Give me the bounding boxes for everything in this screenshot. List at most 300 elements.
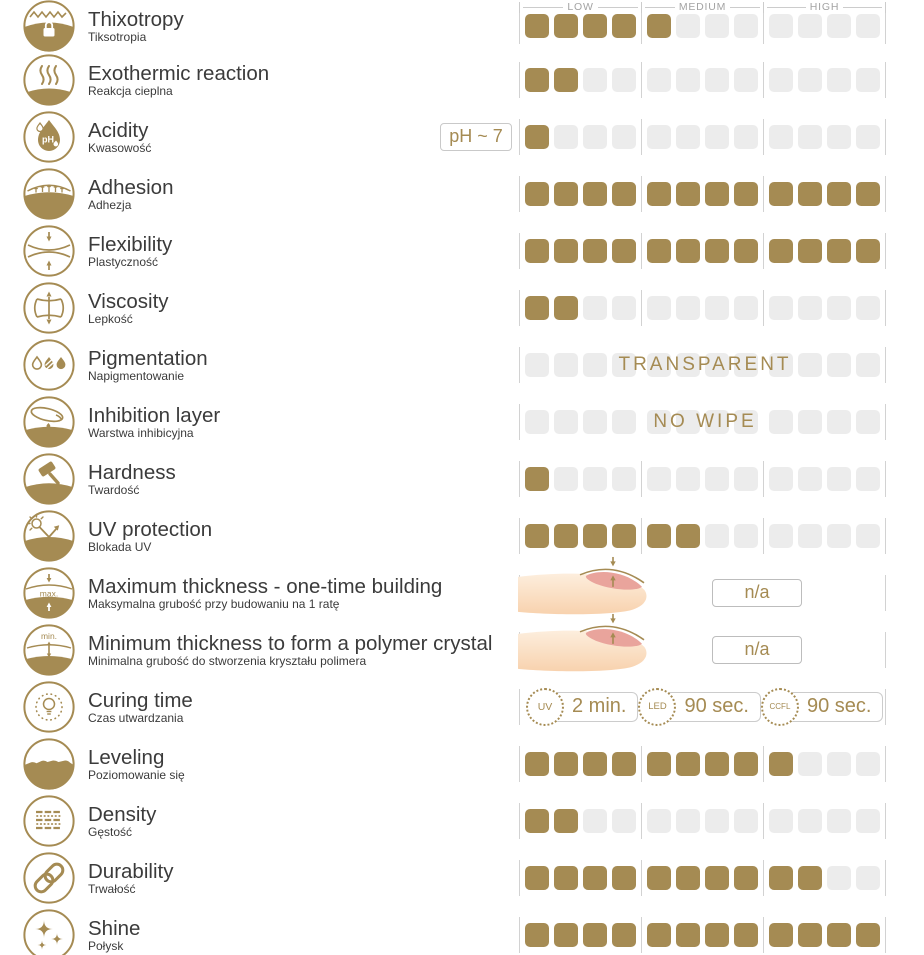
min-thickness-icon	[23, 624, 75, 676]
rating-square	[798, 410, 822, 434]
bar-edge-line	[519, 290, 520, 326]
rating-square	[856, 410, 880, 434]
rating-bar	[519, 518, 886, 554]
rating-square	[583, 14, 607, 38]
property-title: Shine	[88, 916, 141, 940]
rating-group	[525, 467, 636, 491]
scale-tick	[641, 2, 642, 13]
bar-edge-line	[885, 119, 886, 155]
bar-edge-line	[885, 632, 886, 668]
rating-group	[647, 866, 758, 890]
scale-line	[598, 7, 638, 8]
lamp-type-badge: CCFL	[761, 688, 799, 726]
bar-divider-line	[641, 917, 642, 953]
rating-square	[554, 752, 578, 776]
property-subtitle: Twardość	[88, 482, 140, 497]
rating-square	[583, 68, 607, 92]
rating-square	[827, 524, 851, 548]
bar-divider-line	[763, 917, 764, 953]
rating-square	[734, 866, 758, 890]
bar-edge-line	[519, 461, 520, 497]
rating-square	[583, 125, 607, 149]
rating-square	[705, 923, 729, 947]
property-row	[0, 621, 924, 678]
property-row	[0, 222, 924, 279]
rating-group	[769, 752, 880, 776]
rating-square	[769, 524, 793, 548]
scale-label-medium: MEDIUM	[678, 1, 727, 13]
rating-square	[827, 410, 851, 434]
rating-square	[827, 866, 851, 890]
rating-square	[612, 125, 636, 149]
bar-edge-line	[885, 518, 886, 554]
rating-group	[769, 68, 880, 92]
rating-square	[583, 923, 607, 947]
rating-square	[769, 866, 793, 890]
rating-square	[769, 296, 793, 320]
rating-square	[554, 524, 578, 548]
rating-group	[647, 68, 758, 92]
scale-label-high: HIGH	[809, 1, 840, 13]
bar-edge-line	[885, 917, 886, 953]
rating-bar	[519, 860, 886, 896]
rating-square	[647, 182, 671, 206]
property-subtitle: Gęstość	[88, 824, 133, 839]
bar-edge-line	[885, 860, 886, 896]
rating-group	[647, 524, 758, 548]
rating-square	[856, 752, 880, 776]
rating-group	[525, 524, 636, 548]
rating-square	[583, 524, 607, 548]
rating-group	[525, 296, 636, 320]
rating-square	[856, 353, 880, 377]
rating-group	[647, 182, 758, 206]
svg-text:max.: max.	[39, 588, 59, 598]
rating-square	[856, 809, 880, 833]
rating-bar	[519, 176, 886, 212]
bar-edge-line	[885, 347, 886, 383]
uv-protection-icon	[23, 510, 75, 562]
rating-square	[705, 524, 729, 548]
rating-square	[612, 182, 636, 206]
curing-capsule-ccfl	[761, 688, 883, 726]
bar-divider-line	[763, 233, 764, 269]
bar-edge-line	[519, 176, 520, 212]
hardness-icon	[23, 453, 75, 505]
ph-value-badge: pH ~ 7	[440, 123, 512, 151]
bar-edge-line	[519, 689, 520, 725]
inhibition-layer-icon	[23, 396, 75, 448]
bar-edge-line	[519, 347, 520, 383]
bar-divider-line	[641, 176, 642, 212]
rating-bar	[519, 746, 886, 782]
property-value-area	[512, 906, 924, 955]
thixotropy-icon	[23, 0, 75, 52]
bar-edge-line	[885, 803, 886, 839]
rating-square	[734, 923, 758, 947]
rating-group	[769, 296, 880, 320]
property-title: Hardness	[88, 460, 176, 484]
bar-edge-line	[519, 746, 520, 782]
rating-square	[525, 182, 549, 206]
property-row	[0, 792, 924, 849]
rating-square	[554, 296, 578, 320]
rating-square	[798, 752, 822, 776]
property-row	[0, 678, 924, 735]
rating-group	[769, 125, 880, 149]
rating-square	[827, 353, 851, 377]
property-value-area	[449, 108, 924, 165]
bar-edge-line	[519, 917, 520, 953]
rating-square	[525, 752, 549, 776]
property-subtitle: Blokada UV	[88, 539, 152, 554]
rating-square	[769, 467, 793, 491]
scale-line	[843, 7, 882, 8]
rating-square	[647, 809, 671, 833]
property-title: Minimum thickness to form a polymer crystal	[88, 631, 493, 655]
scale-tick	[519, 2, 520, 13]
rating-square	[734, 524, 758, 548]
scale-line	[645, 7, 675, 8]
rating-group	[647, 296, 758, 320]
rating-square	[856, 866, 880, 890]
rating-square	[705, 68, 729, 92]
durability-icon	[23, 852, 75, 904]
bar-edge-line	[885, 461, 886, 497]
property-value-area	[512, 51, 924, 108]
property-title: Viscosity	[88, 289, 169, 313]
property-title: Pigmentation	[88, 346, 208, 370]
rating-square	[676, 182, 700, 206]
property-subtitle: Napigmentowanie	[88, 368, 185, 383]
bar-edge-line	[885, 575, 886, 611]
thickness-value-box: n/a	[712, 636, 802, 664]
bar-edge-line	[519, 119, 520, 155]
scale-line	[523, 7, 563, 8]
rating-square	[525, 524, 549, 548]
bar-divider-line	[763, 176, 764, 212]
property-value-area	[512, 336, 924, 393]
flexibility-icon	[23, 225, 75, 277]
rating-square	[798, 524, 822, 548]
rating-square	[827, 182, 851, 206]
property-value-area	[512, 792, 924, 849]
rating-square	[827, 14, 851, 38]
scale-line	[767, 7, 806, 8]
rating-square	[705, 239, 729, 263]
property-row	[0, 849, 924, 906]
rating-group	[525, 809, 636, 833]
rating-square	[554, 410, 578, 434]
rating-square	[705, 467, 729, 491]
rating-square	[705, 182, 729, 206]
rating-square	[583, 467, 607, 491]
rating-scale-header	[519, 2, 886, 14]
bar-edge-line	[885, 689, 886, 725]
rating-square	[705, 14, 729, 38]
rating-square	[676, 866, 700, 890]
property-subtitle: Połysk	[88, 938, 124, 953]
rating-square	[856, 923, 880, 947]
rating-group	[525, 239, 636, 263]
rating-square	[612, 14, 636, 38]
rating-group	[525, 125, 636, 149]
rating-square	[734, 296, 758, 320]
rating-square	[827, 809, 851, 833]
rating-square	[583, 809, 607, 833]
rating-square	[647, 923, 671, 947]
rating-square	[525, 14, 549, 38]
rating-group	[525, 68, 636, 92]
rating-square	[554, 353, 578, 377]
rating-square	[647, 14, 671, 38]
property-subtitle: Lepkość	[88, 311, 133, 326]
rating-square	[734, 14, 758, 38]
rating-bar	[519, 62, 886, 98]
shine-icon	[23, 909, 75, 955]
rating-group	[769, 239, 880, 263]
rating-bar	[519, 233, 886, 269]
bar-edge-line	[885, 404, 886, 440]
curing-time-icon	[23, 681, 75, 733]
rating-square	[612, 866, 636, 890]
rating-square	[856, 68, 880, 92]
bar-edge-line	[885, 176, 886, 212]
property-subtitle: Reakcja cieplna	[88, 83, 173, 98]
rating-square	[856, 467, 880, 491]
property-subtitle: Czas utwardzania	[88, 710, 184, 725]
rating-square	[676, 296, 700, 320]
rating-square	[769, 182, 793, 206]
rating-group	[647, 752, 758, 776]
bar-divider-line	[763, 860, 764, 896]
rating-group	[769, 467, 880, 491]
property-value-area	[512, 735, 924, 792]
rating-square	[525, 239, 549, 263]
rating-group	[525, 14, 636, 38]
property-row	[0, 165, 924, 222]
rating-square	[827, 296, 851, 320]
property-value-area	[512, 222, 924, 279]
bar-divider-line	[641, 746, 642, 782]
acidity-icon	[23, 111, 75, 163]
density-icon	[23, 795, 75, 847]
rating-bar	[519, 803, 886, 839]
property-row	[0, 51, 924, 108]
rating-square	[525, 866, 549, 890]
rating-group	[647, 14, 758, 38]
rating-group	[525, 752, 636, 776]
scale-segment-medium	[645, 2, 760, 13]
rating-square	[856, 125, 880, 149]
rating-square	[583, 182, 607, 206]
rating-group	[647, 125, 758, 149]
rating-square	[769, 923, 793, 947]
rating-group	[769, 866, 880, 890]
rating-square	[856, 182, 880, 206]
rating-square	[798, 296, 822, 320]
rating-square	[583, 296, 607, 320]
rating-square	[676, 68, 700, 92]
rating-square	[612, 524, 636, 548]
rating-square	[525, 296, 549, 320]
exothermic-reaction-icon	[23, 54, 75, 106]
rating-square	[798, 923, 822, 947]
bar-edge-line	[885, 62, 886, 98]
property-value-area	[512, 450, 924, 507]
rating-square	[554, 239, 578, 263]
rating-square	[827, 68, 851, 92]
rating-square	[612, 410, 636, 434]
bar-divider-line	[641, 290, 642, 326]
curing-time-value: 2 min.	[539, 692, 638, 722]
property-row	[0, 336, 924, 393]
property-row	[0, 450, 924, 507]
rating-square	[612, 809, 636, 833]
rating-square	[525, 923, 549, 947]
rating-square	[798, 14, 822, 38]
rating-square	[676, 125, 700, 149]
adhesion-icon	[23, 168, 75, 220]
rating-square	[769, 68, 793, 92]
property-row	[0, 906, 924, 955]
bar-edge-line	[519, 803, 520, 839]
rating-square	[856, 14, 880, 38]
rating-square	[554, 14, 578, 38]
rating-square	[769, 752, 793, 776]
property-title: Flexibility	[88, 232, 173, 256]
rating-square	[612, 296, 636, 320]
rating-square	[676, 467, 700, 491]
rating-square	[647, 467, 671, 491]
rating-square	[647, 125, 671, 149]
rating-bar	[519, 917, 886, 953]
rating-group	[525, 923, 636, 947]
rating-group	[647, 467, 758, 491]
property-row	[0, 108, 924, 165]
bar-divider-line	[641, 62, 642, 98]
bar-divider-line	[763, 518, 764, 554]
bar-edge-line	[885, 746, 886, 782]
property-subtitle: Trwałość	[88, 881, 136, 896]
property-title: Durability	[88, 859, 174, 883]
svg-text:min.: min.	[40, 630, 58, 641]
bar-edge-line	[885, 233, 886, 269]
bar-overlay-label: TRANSPARENT	[618, 353, 792, 375]
fingertip-illustration	[518, 613, 656, 680]
property-title: Adhesion	[88, 175, 174, 199]
rating-square	[612, 467, 636, 491]
bar-divider-line	[763, 746, 764, 782]
rating-square	[798, 467, 822, 491]
rating-square	[583, 866, 607, 890]
rating-square	[647, 866, 671, 890]
rating-square	[676, 524, 700, 548]
property-title: Exothermic reaction	[88, 61, 270, 85]
property-row	[0, 393, 924, 450]
rating-square	[612, 923, 636, 947]
rating-square	[525, 68, 549, 92]
property-subtitle: Tiksotropia	[88, 29, 147, 44]
property-subtitle: Plastyczność	[88, 254, 159, 269]
rating-square	[798, 182, 822, 206]
rating-square	[705, 809, 729, 833]
rating-bar	[519, 461, 886, 497]
rating-square	[734, 809, 758, 833]
property-subtitle: Maksymalna grubość przy budowaniu na 1 ratę	[88, 596, 340, 611]
rating-square	[676, 14, 700, 38]
scale-segment-low	[523, 2, 638, 13]
viscosity-icon	[23, 282, 75, 334]
property-title: Curing time	[88, 688, 193, 712]
svg-text:pH: pH	[42, 134, 54, 144]
leveling-icon	[23, 738, 75, 790]
rating-square	[676, 809, 700, 833]
rating-square	[705, 752, 729, 776]
rating-square	[798, 68, 822, 92]
property-title: Inhibition layer	[88, 403, 221, 427]
rating-group	[647, 239, 758, 263]
scale-label-low: LOW	[567, 1, 594, 13]
curing-time-values	[526, 688, 880, 726]
rating-square	[525, 125, 549, 149]
rating-square	[525, 467, 549, 491]
bar-divider-line	[641, 233, 642, 269]
rating-square	[734, 125, 758, 149]
bar-divider-line	[763, 62, 764, 98]
max-thickness-icon	[23, 567, 75, 619]
curing-time-value: 90 sec.	[651, 692, 760, 722]
bar-divider-line	[641, 461, 642, 497]
scale-line	[730, 7, 760, 8]
bar-divider-line	[641, 860, 642, 896]
rating-group	[769, 182, 880, 206]
bar-divider-line	[641, 119, 642, 155]
rating-square	[676, 923, 700, 947]
rating-square	[554, 467, 578, 491]
property-value-area	[512, 678, 924, 735]
rating-square	[769, 239, 793, 263]
rating-square	[525, 410, 549, 434]
bar-edge-line	[519, 860, 520, 896]
lamp-type-badge: LED	[638, 688, 676, 726]
rating-square	[554, 125, 578, 149]
rating-square	[827, 752, 851, 776]
bar-divider-line	[763, 119, 764, 155]
rating-square	[827, 467, 851, 491]
bar-edge-line	[519, 62, 520, 98]
rating-square	[734, 182, 758, 206]
rating-square	[705, 296, 729, 320]
rating-square	[583, 239, 607, 263]
rating-square	[734, 68, 758, 92]
rating-square	[647, 239, 671, 263]
rating-square	[769, 809, 793, 833]
rating-square	[798, 125, 822, 149]
curing-capsule-led	[638, 688, 760, 726]
rating-group	[647, 923, 758, 947]
bar-divider-line	[763, 461, 764, 497]
rating-bar	[519, 290, 886, 326]
property-title: Acidity	[88, 118, 149, 142]
rating-square	[827, 125, 851, 149]
rating-square	[612, 239, 636, 263]
bar-edge-line	[519, 233, 520, 269]
rating-square	[734, 239, 758, 263]
bar-overlay-label: NO WIPE	[653, 410, 757, 432]
property-subtitle: Poziomowanie się	[88, 767, 185, 782]
property-value-area	[512, 849, 924, 906]
